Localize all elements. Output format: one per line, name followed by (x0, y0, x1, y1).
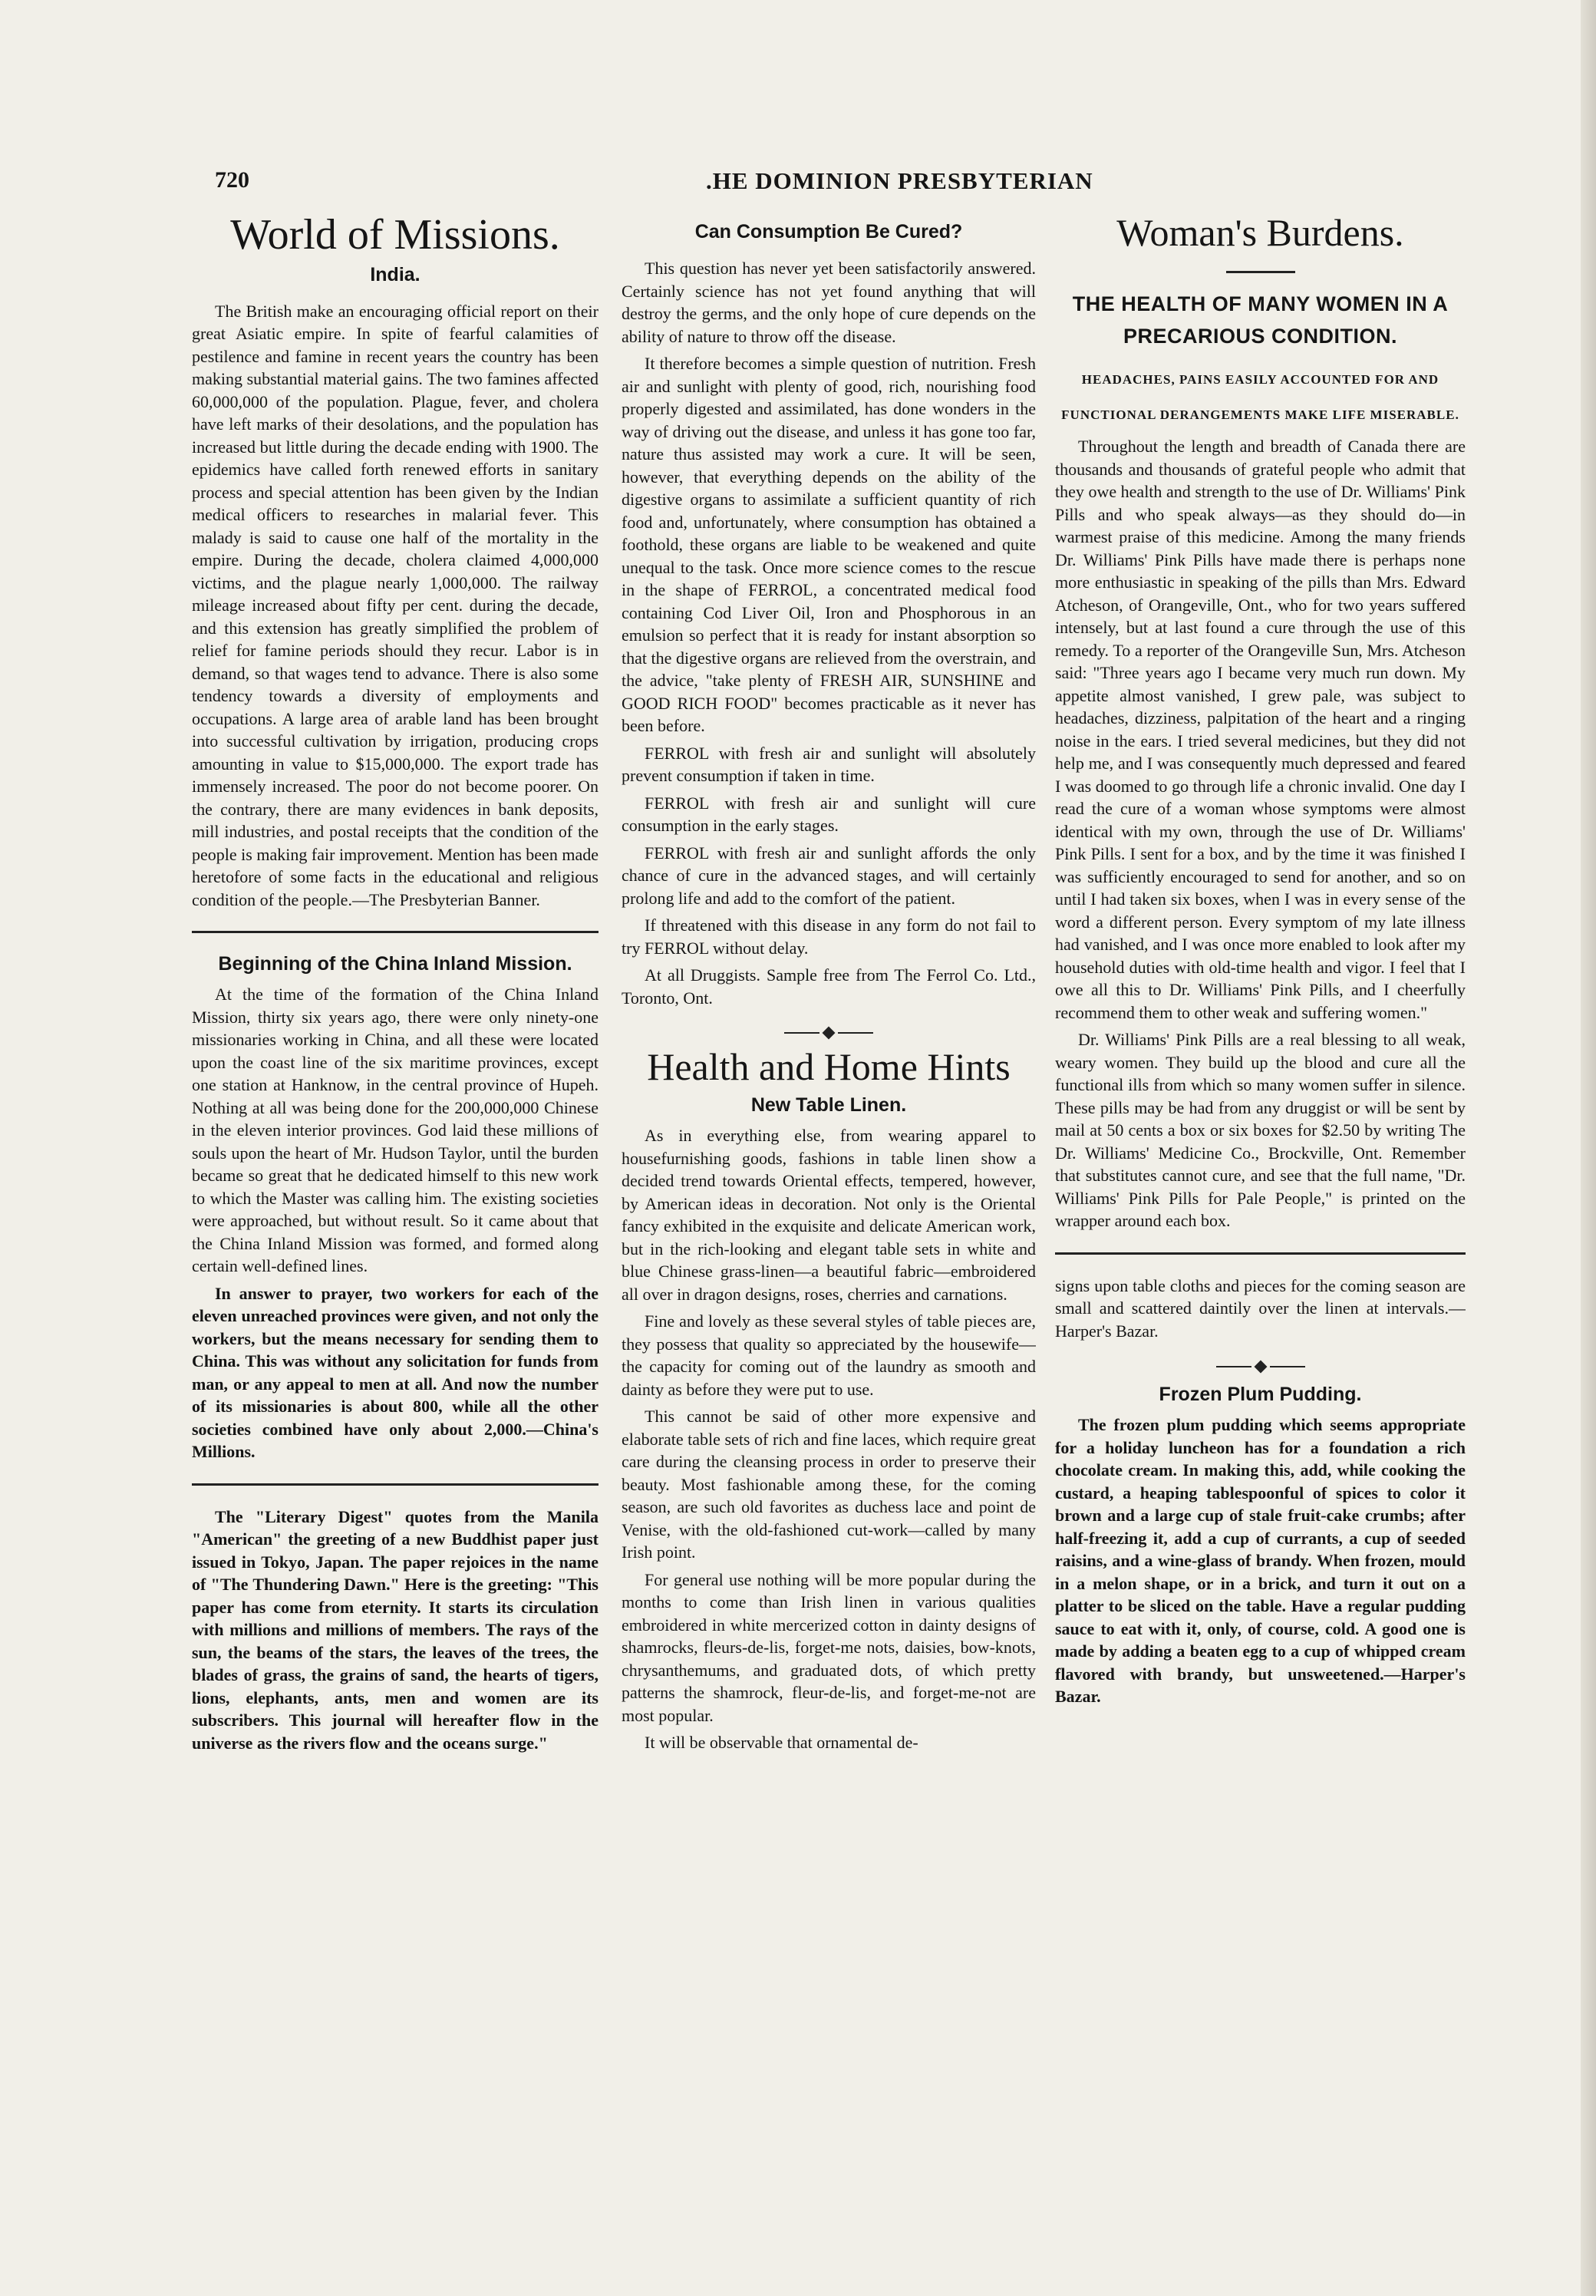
china-mission-title: Beginning of the China Inland Mission. (218, 953, 572, 975)
consumption-title: Can Consumption Be Cured? (694, 221, 963, 242)
linen-paragraph-4: For general use nothing will be more popular during the months to come than Irish linen in various qualities embroidered in white mercerized cotton in dainty designs of shamrocks, fleurs-de-lis, forget-me nots, daisies, bow-knots, chrysanthemums, and graduated dots, of which pretty patterns the shamrock, fleur-de-lis, and forget-me-not are most popular. (622, 1569, 1036, 1725)
frozen-plum-pudding-title: Frozen Plum Pudding. (1159, 1384, 1362, 1406)
india-subtitle: India. (370, 263, 420, 285)
section-ornament (622, 1024, 1036, 1040)
consumption-paragraph-5: FERROL with fresh air and sunlight affords the only chance of cure in the advanced stages, and will certainly prolong life and add to the comfort of the patient. (622, 843, 1036, 908)
column-2 (622, 212, 1036, 2176)
world-of-missions-title: World of Missions. (230, 212, 560, 259)
consumption-paragraph-2: It therefore becomes a simple question of nutrition. Fresh air and sunlight with plenty of good, rich, nourishing food properly digested and assimilated, has done wonders in the way of driving out the disease, and unless it has gone too far, nature thus assisted may work a cure. It will be seen, however, that everything depends on the ability of the digestive organs to assimilate a sufficient quantity of rich food and, unfortunately, where consumption has obtained a foothold, these organs are liable to be weakened and quite unequal to the task. Once more science comes to the rescue in the shape of FERROL, a concentrated medical food containing Cod Liver Oil, Iron and Phosphorous in an emulsion so perfect that it is ready for instant absorption so that the digestive organs are relieved from the overstrain, and the advice, "take plenty of FRESH AIR, SUNSHINE and GOOD RICH FOOD" becomes practicable as it never has been before. (622, 354, 1036, 735)
consumption-paragraph-3: FERROL with fresh air and sunlight will absolutely prevent consumption if taken in time. (622, 743, 1036, 785)
china-paragraph-1: At the time of the formation of the China Inland Mission, thirty six years ago, there were only ninety-one missionaries working in China, and all these were located upon the coast line of the six maritime provinces, except one station at Hanknow, in the central province of Hupeh. Nothing at all was being done for the 200,000,000 Chinese in the eleven interior provinces. God laid these millions of souls upon the heart of Mr. Hudson Taylor, until the burden became so great that he dedicated himself to this new work to which the Master was calling him. The existing societies were approached, but without result. So it came about that the China Inland Mission was formed, and formed along certain well-defined lines. (192, 985, 598, 1276)
linen-paragraph-1: As in everything else, from wearing apparel to housefurnishing goods, fashions in table linen show a decided trend towards Oriental effects, tempered, however, by American ideas in decoration. Not only is the Oriental fancy exhibited in the exquisite and delicate American work, but in the rich-looking and elegant table sets in white and blue Chinese grass-linen—a beautiful fabric—embroidered all over in dragon designs, roses, cherries and carnations. (622, 1126, 1036, 1304)
health-home-hints-title: Health and Home Hints (647, 1045, 1011, 1088)
page-number: 720 (215, 167, 249, 193)
page-header (215, 167, 1443, 201)
running-title: .HE DOMINION PRESBYTERIAN (706, 167, 1093, 194)
section-ornament (1055, 1357, 1466, 1373)
column-divider (192, 1483, 598, 1486)
new-table-linen-title: New Table Linen. (750, 1094, 907, 1116)
short-rule (1226, 271, 1295, 273)
consumption-paragraph-1: This question has never yet been satisfactorily answered. Certainly science has not yet found anything that will destroy the germs, and the only hope of cure depends on the ability of nature to throw off the disease. (622, 259, 1036, 346)
page-edge-shadow (1581, 0, 1596, 2296)
health-subhead: HEADACHES, PAINS EASILY ACCOUNTED FOR AND FUNCTIONAL DERANGEMENTS MAKE LIFE MISERABLE. (1061, 371, 1459, 422)
linen-paragraph-2: Fine and lovely as these several styles of table pieces are, they possess that quality so appreciated by the housewife—the capacity for coming out of the laundry as smooth and dainty as before they were put to use. (622, 1311, 1036, 1399)
linen-paragraph-3: This cannot be said of other more expensive and elaborate table sets of rich and fine laces, which require great care during the cleansing process in order to preserve their beauty. Most fashionable among these, for the coming season, are such old favorites as duchess lace and point de Venise, with the old-fashioned cut-work—called by many Irish point. (622, 1407, 1036, 1562)
consumption-paragraph-4: FERROL with fresh air and sunlight will cure consumption in the early stages. (622, 793, 1036, 835)
burdens-paragraph-1: Throughout the length and breadth of Canada there are thousands and thousands of grateful people who admit that they owe health and strength to the use of Dr. Williams' Pink Pills and who speak always—as they should do—in warmest praise of this medicine. Among the many friends Dr. Williams' Pink Pills have made there is perhaps none more enthusiastic in speaking of the pills than Mrs. Edward Atcheson, of Orangeville, Ont., who for two years suffered intensely, but at last found a cure through the use of this remedy. To a reporter of the Orangeville Sun, Mrs. Atcheson said: "Three years ago I became very much run down. My appetite almost vanished, I grew pale, was subject to headaches, dizziness, palpitation of the heart and a ringing noise in the ears. I tried several medicines, but they did not help me, and I was consequently much depressed and feared I was doomed to go through life a chronic invalid. One day I read the cure of a woman whose symptoms were almost identical with my own, through the use of Dr. Williams' Pink Pills. I sent for a box, and by the time it was finished I was sufficiently encouraged to send for another, and so on until I had taken six boxes, when I was in every sense of the word a different person. Every symptom of my late illness had vanished, and I was once more enabled to look after my household duties with old-time health and vigor. I feel that I owe all this to Dr. Williams' Pink Pills, and I cheerfully recommend them to other weak and suffering women." (1055, 437, 1466, 1022)
womans-burdens-title: Woman's Burdens. (1116, 212, 1404, 254)
column-divider (1055, 1252, 1466, 1255)
plum-pudding-paragraph: The frozen plum pudding which seems appropriate for a holiday luncheon has for a foundation a rich chocolate cream. In making this, add, while cooking the custard, a heaping tablespoonful of spices to color it brown and a large cup of stale fruit-cake crumbs; after half-freezing it, add a cup of currants, a cup of seeded raisins, and a wine-glass of brandy. When frozen, mould in a melon shape, or in a brick, and turn it out on a platter to be sliced on the table. Have a regular pudding sauce to eat with it, only, of course, cold. A good one is made by adding a beaten egg to a cup of whipped cream flavored with brandy, but unsweetened.—Harper's Bazar. (1055, 1415, 1466, 1707)
consumption-paragraph-6: If threatened with this disease in any form do not fail to try FERROL without delay. (622, 915, 1036, 958)
column-3 (1055, 212, 1466, 2176)
column-1 (192, 212, 598, 2176)
china-paragraph-2: In answer to prayer, two workers for each of the eleven unreached provinces were given, and not only the workers, but the means necessary for sending them to China. This was without any solicitation for funds from man, or any appeal to men at all. And now the number of its missionaries is about 800, while all the other societies combined have only about 2,000.—China's Millions. (192, 1283, 598, 1462)
literary-digest-paragraph: The "Literary Digest" quotes from the Manila "American" the greeting of a new Buddhist paper just issued in Tokyo, Japan. The paper rejoices in the name of "The Thundering Dawn." Here is the greeting: "This paper has come from eternity. It starts its circulation with millions and millions of members. The rays of the sun, the beams of the stars, the leaves of the trees, the blades of grass, the grains of sand, the hearts of tigers, lions, elephants, ants, men and women are its subscribers. This journal will hereafter flow in the universe as the rivers flow and the oceans surge." (192, 1506, 598, 1753)
health-headline: THE HEALTH OF MANY WOMEN IN A PRECARIOUS CONDITION. (1072, 292, 1449, 348)
burdens-paragraph-2: Dr. Williams' Pink Pills are a real blessing to all weak, weary women. They build up the blood and cure all the functional ills from which so many women suffer in silence. These pills may be had from any druggist or will be sent by mail at 50 cents a box or six boxes for $2.50 by writing The Dr. Williams' Medicine Co., Brockville, Ont. Remember that substitutes cannot cure, and see that the full name, "Dr. Williams' Pink Pills for Pale People," is printed on the wrapper around each box. (1055, 1030, 1466, 1231)
consumption-paragraph-7: At all Druggists. Sample free from The Ferrol Co. Ltd., Toronto, Ont. (622, 965, 1036, 1008)
india-article: The British make an encouraging official report on their great Asiatic empire. In spite of fearful calamities of pestilence and famine in recent years the country has been making substantial material gains. The two famines affected 60,000,000 of the population. Plague, fever, and cholera have left marks of their desolations, and the population has increased but little during the decade ending with 1900. The epidemics have called forth renewed efforts in sanitary process and special attention has been given by the Indian medical officers to researches in malarial fever. This malady is said to cause one half of the mortality in the empire. During the decade, cholera claimed 4,000,000 victims, and the plague nearly 1,000,000. The railway mileage increased about fifty per cent. during the decade, and this extension has greatly simplified the problem of relief for famine periods should they recur. Labor is in demand, so that wages tend to advance. There is also some tendency towards a diversity of employments and occupations. A large area of arable land has been brought into successful cultivation by irrigation, producing crops amounting in value to $15,000,000. The export trade has immensely increased. The poor do not become poorer. On the contrary, there are many evidences in bank deposits, mill industries, and postal receipts that the condition of the people is making fair improvement. Mention has been made heretofore of some facts in the educational and religious condition of the people.—The Presbyterian Banner. (192, 301, 598, 909)
column-divider (192, 931, 598, 933)
linen-paragraph-5: It will be observable that ornamental de- (645, 1733, 918, 1752)
linen-continuation: signs upon table cloths and pieces for the coming season are small and scattered daintily over the linen at intervals.—Harper's Bazar. (1055, 1275, 1466, 1341)
